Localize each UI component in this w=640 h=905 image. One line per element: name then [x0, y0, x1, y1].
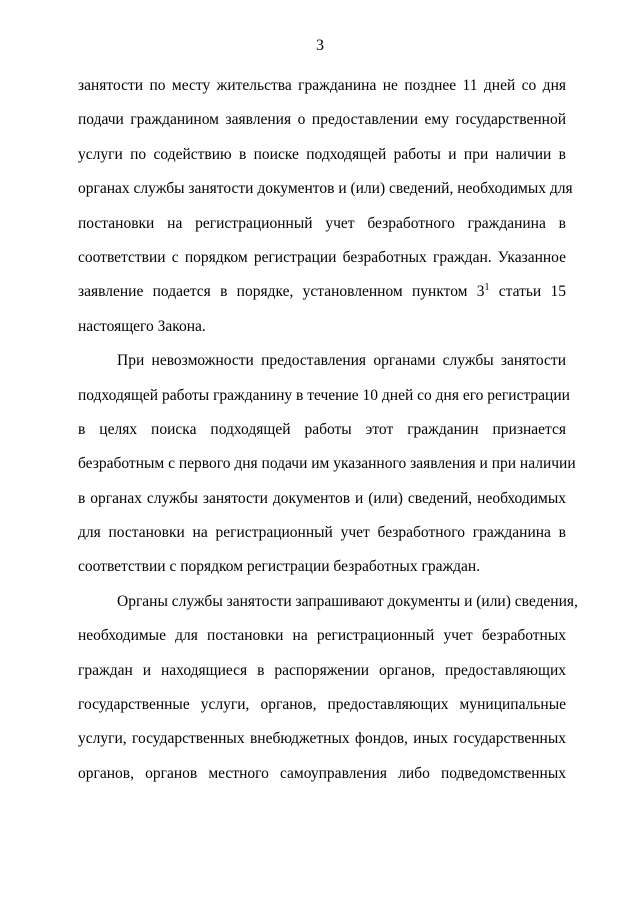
paragraph-3 [78, 585, 578, 791]
text-line: занятости по месту жительства гражданина не позднее 11 дней со дня [78, 77, 566, 94]
reference-text-tail: статьи 15 [489, 283, 566, 301]
text-line: граждан и находящиеся в распоряжении органов, предоставляющих [78, 661, 566, 679]
text-line: услуги, государственных внебюджетных фондов, иных государственных [78, 730, 566, 748]
text-line: подходящей работы гражданину в течение 10 дней со дня его регистрации [78, 386, 570, 404]
text-line: для постановки на регистрационный учет безработного гражданина в [78, 524, 566, 542]
reference-text: заявление подается в порядке, установленном пунктом 3 [78, 283, 485, 301]
text-line: соответствии с порядком регистрации безработных граждан. Указанное [78, 248, 566, 266]
text-line: органах службы занятости документов и (или) сведений, необходимых для [78, 180, 573, 198]
text-line: соответствии с порядком регистрации безработных граждан. [78, 558, 481, 576]
page-number: 3 [316, 37, 324, 54]
text-line: настоящего Закона. [78, 317, 206, 335]
document-body [78, 69, 578, 791]
text-line: подачи гражданином заявления о предоставлении ему государственной [78, 111, 566, 129]
paragraph-1 [78, 69, 573, 344]
text-line: в органах службы занятости документов и (или) сведений, необходимых [78, 489, 566, 507]
text-line: органов, органов местного самоуправления либо подведомственных [78, 764, 566, 782]
superscript-index: 1 [484, 282, 490, 294]
text-line: постановки на регистрационный учет безработного гражданина в [78, 214, 566, 232]
text-line: услуги по содействию в поиске подходящей работы и при наличии в [78, 145, 566, 163]
text-line: Органы службы занятости запрашивают документы и (или) сведения, [117, 592, 578, 610]
paragraph-2 [78, 344, 576, 585]
text-line: необходимые для постановки на регистрационный учет безработных [78, 627, 566, 645]
text-line: государственные услуги, органов, предоставляющих муниципальные [78, 696, 566, 714]
text-line: При невозможности предоставления органами службы занятости [117, 352, 566, 370]
text-line: в целях поиска подходящей работы этот гражданин признается [78, 420, 566, 438]
text-line: безработным с первого дня подачи им указанного заявления и при наличии [78, 455, 576, 473]
text-line-with-reference [78, 275, 566, 309]
